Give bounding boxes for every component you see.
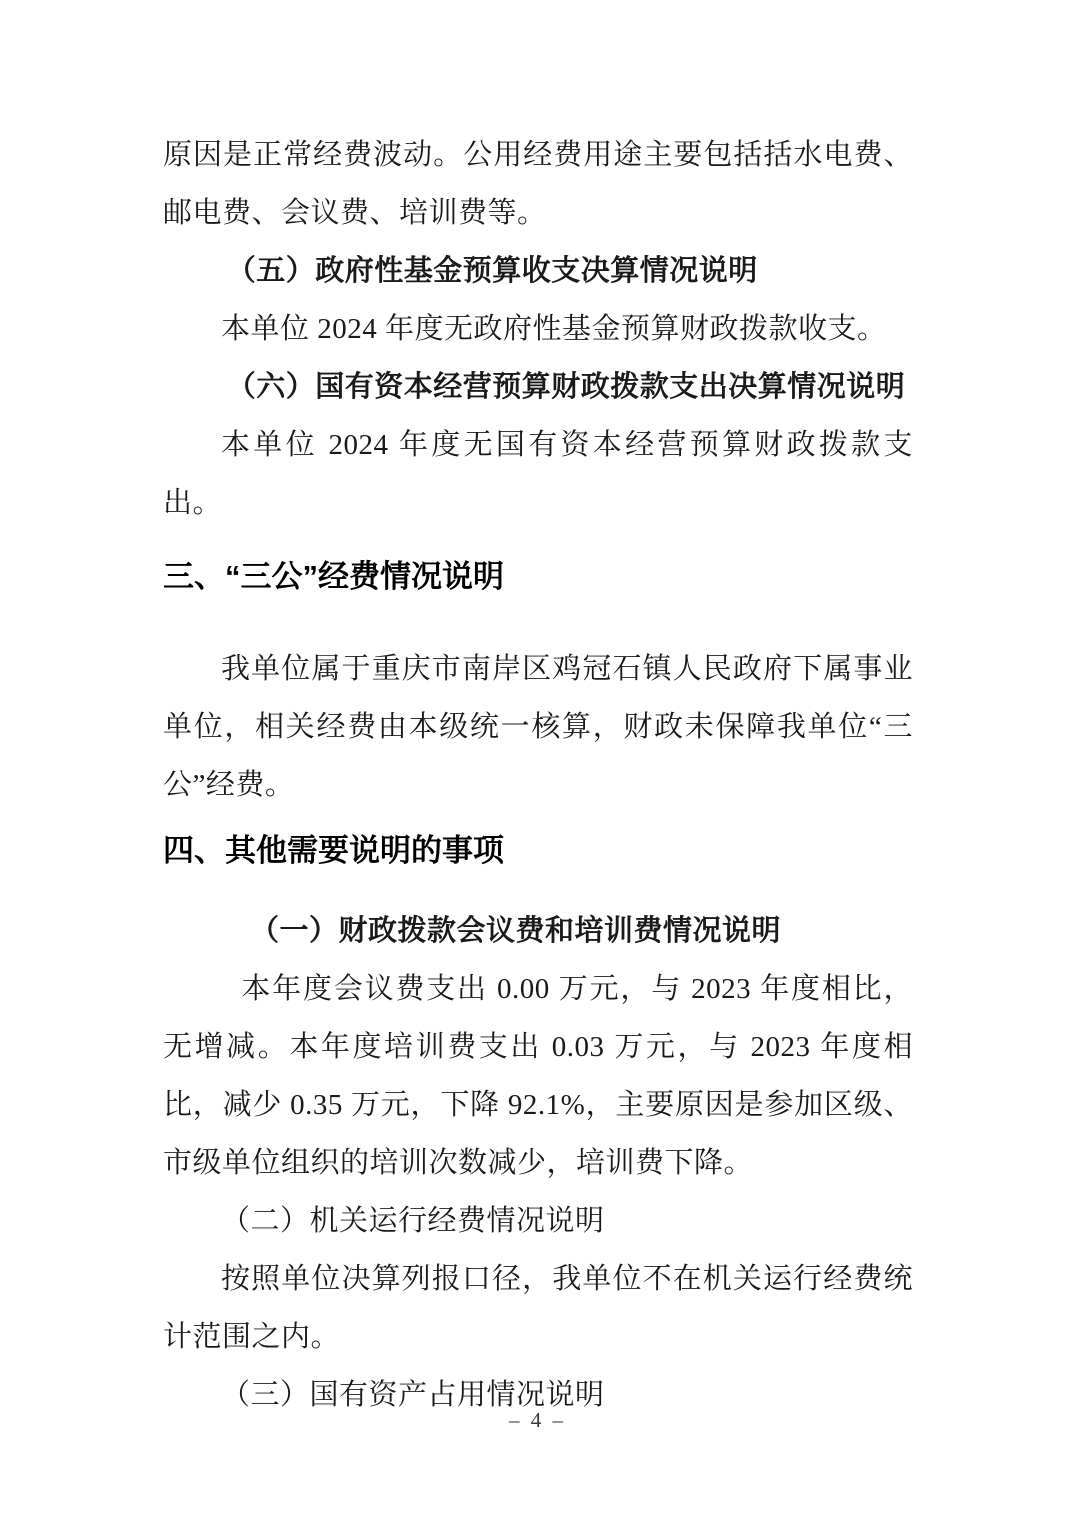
heading-5-government-fund-budget: （五）政府性基金预算收支决算情况说明: [226, 255, 758, 287]
page-number: – 4 –: [509, 1408, 566, 1432]
paragraph-public-expense-usage: 原因是正常经费波动。公用经费用途主要包括括水电费、邮电费、会议费、培训费等。: [163, 139, 913, 229]
section-heading-4-other-matters: 四、其他需要说明的事项: [163, 833, 504, 868]
heading-6-state-capital-budget: （六）国有资本经营预算财政拨款支出决算情况说明: [226, 371, 906, 403]
paragraph-no-state-capital: 本单位 2024 年度无国有资本经营预算财政拨款支出。: [163, 429, 913, 519]
paragraph-agency-operating-detail: 按照单位决算列报口径，我单位不在机关运行经费统计范围之内。: [163, 1263, 913, 1353]
heading-2-agency-operating-expense: （二）机关运行经费情况说明: [221, 1205, 605, 1237]
paragraph-no-government-fund: 本单位 2024 年度无政府性基金预算财政拨款收支。: [221, 313, 887, 345]
paragraph-meeting-training-detail: 本年度会议费支出 0.00 万元，与 2023 年度相比，无增减。本年度培训费支出 0.03 万元，与 2023 年度相比，减少 0.35 万元，下降 92.1%，主要原因是参加区级、市级单位组织的培训次数减少，培训费下降。: [163, 973, 913, 1179]
heading-3-state-asset-occupancy: （三）国有资产占用情况说明: [221, 1379, 605, 1411]
heading-1-meeting-training-fees: （一）财政拨款会议费和培训费情况说明: [250, 915, 782, 947]
section-heading-3-three-public-expenses: 三、“三公”经费情况说明: [163, 559, 504, 594]
document-body: [163, 126, 913, 1424]
paragraph-three-public-explanation: 我单位属于重庆市南岸区鸡冠石镇人民政府下属事业单位，相关经费由本级统一核算，财政未保障我单位“三公”经费。: [163, 653, 913, 801]
